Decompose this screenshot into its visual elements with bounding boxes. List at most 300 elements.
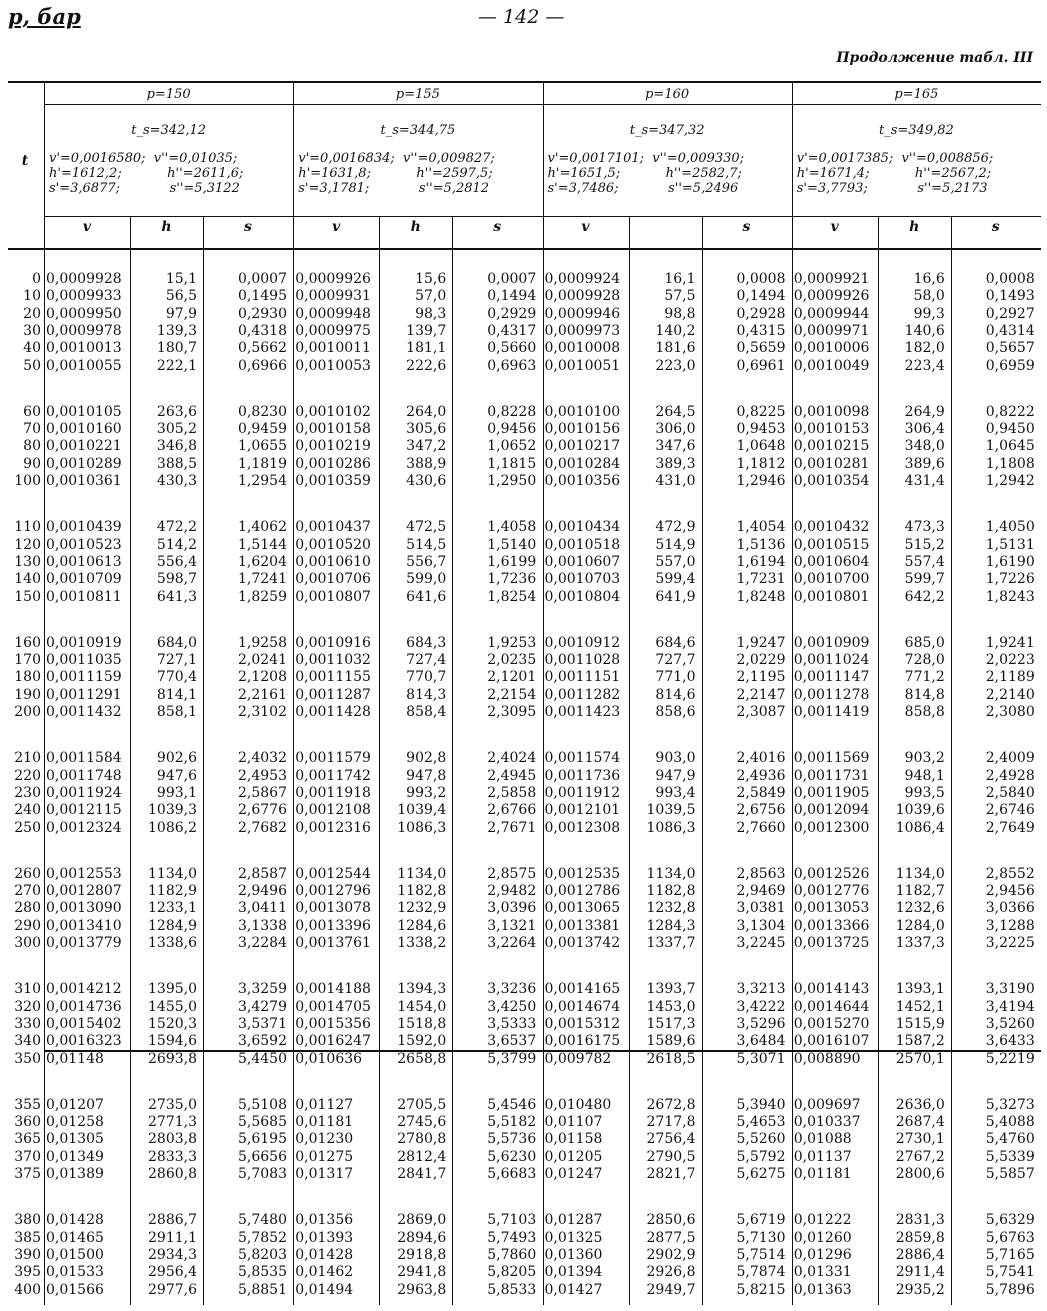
specific-volume-cell: 0,0010912 [544,634,621,651]
enthalpy-cell: 2859,8 [895,1229,945,1246]
enthalpy-cell: 140,2 [655,322,696,339]
entropy-cell: 1,2946 [736,473,786,489]
specific-volume-cell: 0,0016247 [295,1033,371,1050]
enthalpy-cell: 514,5 [406,536,447,553]
enthalpy-cell: 2941,8 [397,1264,447,1281]
entropy-cell: 1,0652 [487,438,537,455]
enthalpy-cell: 2735,0 [148,1096,197,1113]
entropy-cell: 2,9496 [238,883,287,900]
saturation-line: h'=1612,2; h''=2611,6; [49,166,244,181]
specific-volume-cell: 0,01349 [46,1148,104,1165]
specific-volume-cell: 0,0012108 [295,802,371,819]
specific-volume-cell: 0,0010361 [46,473,122,489]
enthalpy-cell: 1039,6 [895,802,945,819]
temperature-cell: 150 [14,588,41,605]
enthalpy-cell: 947,6 [156,767,197,784]
specific-volume-cell: 0,0012544 [295,865,371,882]
specific-volume-cell: 0,01127 [295,1096,354,1113]
entropy-cell: 2,6746 [985,802,1035,819]
specific-volume-cell: 0,0010434 [544,519,621,536]
temperature-cell: 70 [23,421,41,438]
entropy-cell: 5,5339 [985,1148,1035,1165]
entropy-cell: 2,3102 [238,704,287,720]
entropy-cell: 5,5182 [487,1114,537,1131]
entropy-cell: 2,3095 [487,704,537,720]
entropy-cell: 1,6199 [487,553,537,570]
temperature-cell: 380 [14,1212,41,1229]
enthalpy-cell: 993,1 [156,784,197,801]
entropy-cell: 0,1493 [985,288,1035,305]
specific-volume-cell: 0,0014736 [46,998,122,1015]
entropy-cell: 2,2161 [238,686,287,703]
entropy-cell: 0,8228 [487,403,537,420]
entropy-cell: 0,2930 [238,305,287,322]
specific-volume-cell: 0,01260 [793,1229,852,1246]
specific-volume-cell: 0,01394 [544,1264,603,1281]
enthalpy-cell: 1337,7 [646,935,696,951]
enthalpy-cell: 2636,0 [895,1096,945,1113]
enthalpy-cell: 98,8 [664,305,696,322]
specific-volume-cell: 0,0009973 [544,322,621,339]
continuation-label: Продолжение табл. III [836,50,1033,66]
enthalpy-cell: 814,8 [904,686,945,703]
enthalpy-cell: 1518,8 [397,1015,447,1032]
specific-volume-cell: 0,01389 [46,1166,104,1182]
entropy-cell: 1,1815 [487,455,537,472]
specific-volume-cell: 0,009697 [793,1096,861,1113]
entropy-cell: 3,3190 [985,981,1035,998]
entropy-cell: 0,9456 [487,421,537,438]
enthalpy-cell: 15,1 [165,271,197,287]
saturation-line: h'=1631,8; h''=2597,5; [298,166,493,181]
t-column-header: t [21,153,29,169]
steam-table [8,81,1041,1305]
saturation-properties [548,151,789,196]
enthalpy-cell: 1182,7 [895,883,945,900]
enthalpy-cell: 2926,8 [646,1264,696,1281]
enthalpy-cell: 684,3 [406,634,447,651]
entropy-cell: 5,3940 [736,1096,786,1113]
enthalpy-cell: 1394,3 [397,981,447,998]
temperature-cell: 190 [14,686,41,703]
specific-volume-cell: 0,0010013 [46,340,122,357]
enthalpy-cell: 2869,0 [397,1212,447,1229]
entropy-cell: 5,6195 [238,1131,287,1148]
entropy-cell: 5,7896 [985,1281,1035,1298]
entropy-cell: 1,4058 [487,519,537,536]
enthalpy-cell: 858,6 [655,704,696,720]
enthalpy-cell: 2800,6 [895,1166,945,1182]
enthalpy-cell: 346,8 [156,438,197,455]
specific-volume-cell: 0,01363 [793,1281,852,1298]
specific-volume-cell: 0,0009978 [46,322,122,339]
temperature-cell: 395 [14,1264,41,1281]
enthalpy-cell: 1589,6 [646,1033,696,1050]
entropy-cell: 3,2284 [238,935,287,951]
temperature-cell: 120 [14,536,41,553]
entropy-cell: 3,0396 [487,900,537,917]
entropy-cell: 3,1338 [238,917,287,934]
specific-volume-cell: 0,010636 [295,1050,363,1067]
specific-volume-cell: 0,0011736 [544,767,621,784]
entropy-cell: 5,7480 [238,1212,287,1229]
entropy-cell: 2,0229 [736,652,786,669]
entropy-cell: 3,6537 [487,1033,537,1050]
specific-volume-cell: 0,0013053 [793,900,870,917]
temperature-cell: 300 [14,935,41,951]
enthalpy-cell: 684,0 [156,634,197,651]
enthalpy-cell: 305,2 [156,421,197,438]
enthalpy-cell: 858,8 [904,704,945,720]
enthalpy-cell: 727,7 [655,652,696,669]
entropy-cell: 0,9450 [985,421,1035,438]
specific-volume-cell: 0,0010356 [544,473,621,489]
entropy-cell: 5,5108 [238,1096,287,1113]
specific-volume-cell: 0,0010520 [295,536,371,553]
temperature-cell: 240 [14,802,41,819]
entropy-cell: 5,8851 [238,1281,287,1298]
entropy-cell: 2,5840 [985,784,1035,801]
specific-volume-cell: 0,0011035 [46,652,122,669]
enthalpy-cell: 389,6 [904,455,945,472]
specific-volume-cell: 0,0011918 [295,784,371,801]
temperature-cell: 320 [14,998,41,1015]
entropy-cell: 2,2154 [487,686,537,703]
entropy-cell: 2,9482 [487,883,537,900]
specific-volume-cell: 0,0010006 [793,340,870,357]
page-number: — 142 — [478,6,565,28]
entropy-cell: 1,4050 [985,519,1035,536]
enthalpy-cell: 16,1 [664,271,696,287]
specific-volume-cell: 0,0011028 [544,652,621,669]
entropy-cell: 2,1208 [238,669,287,686]
saturation-line: v'=0,0017385; v''=0,008856; [796,151,994,166]
specific-volume-cell: 0,010337 [793,1114,861,1131]
enthalpy-cell: 599,0 [406,571,447,588]
specific-volume-cell: 0,0010613 [46,553,122,570]
entropy-cell: 3,5371 [238,1015,287,1032]
entropy-cell: 3,1304 [736,917,786,934]
entropy-cell: 1,1819 [238,455,287,472]
enthalpy-cell: 1134,0 [895,865,945,882]
specific-volume-cell: 0,0016323 [46,1033,122,1050]
specific-volume-cell: 0,0011748 [46,767,122,784]
column-header-v: v [581,219,590,235]
entropy-cell: 5,7541 [985,1264,1035,1281]
entropy-cell: 0,0007 [238,271,287,287]
entropy-cell: 3,0381 [736,900,786,917]
entropy-cell: 1,4062 [238,519,287,536]
specific-volume-cell: 0,01258 [46,1114,104,1131]
specific-volume-cell: 0,0012308 [544,819,621,836]
enthalpy-cell: 1134,0 [148,865,197,882]
column-header-s: s [244,219,252,235]
enthalpy-cell: 1086,2 [148,819,197,836]
enthalpy-cell: 430,3 [156,473,197,489]
specific-volume-cell: 0,0012101 [544,802,621,819]
specific-volume-cell: 0,0010439 [46,519,122,536]
specific-volume-cell: 0,0012300 [793,819,870,836]
enthalpy-cell: 858,1 [156,704,197,720]
enthalpy-cell: 2618,5 [646,1050,696,1067]
entropy-cell: 3,6433 [985,1033,1035,1050]
entropy-cell: 1,0645 [985,438,1035,455]
column-header-h: h [161,219,172,235]
entropy-cell: 3,2225 [985,935,1035,951]
enthalpy-cell: 2780,8 [397,1131,447,1148]
divider-block-1 [293,81,294,1305]
entropy-cell: 0,2929 [487,305,537,322]
specific-volume-cell: 0,0013396 [295,917,371,934]
specific-volume-cell: 0,0014165 [544,981,621,998]
entropy-cell: 0,5662 [238,340,287,357]
entropy-cell: 3,6592 [238,1033,287,1050]
entropy-cell: 1,8243 [985,588,1035,605]
entropy-cell: 5,7130 [736,1229,786,1246]
specific-volume-cell: 0,0011423 [544,704,621,720]
specific-volume-cell: 0,0011287 [295,686,371,703]
specific-volume-cell: 0,0011419 [793,704,870,720]
entropy-cell: 2,4016 [736,750,786,767]
enthalpy-cell: 58,0 [913,288,945,305]
entropy-cell: 0,0007 [487,271,537,287]
specific-volume-cell: 0,0010518 [544,536,621,553]
enthalpy-cell: 264,0 [406,403,447,420]
entropy-cell: 3,3259 [238,981,287,998]
entropy-cell: 3,3213 [736,981,786,998]
enthalpy-cell: 2886,4 [895,1246,945,1263]
enthalpy-cell: 2860,8 [148,1166,197,1182]
specific-volume-cell: 0,008890 [793,1050,861,1067]
enthalpy-cell: 902,8 [406,750,447,767]
specific-volume-cell: 0,01247 [544,1166,603,1182]
specific-volume-cell: 0,01356 [295,1212,354,1229]
entropy-cell: 5,6230 [487,1148,537,1165]
specific-volume-cell: 0,01296 [793,1246,852,1263]
specific-volume-cell: 0,0010354 [793,473,870,489]
enthalpy-cell: 2756,4 [646,1131,696,1148]
specific-volume-cell: 0,0013725 [793,935,870,951]
enthalpy-cell: 641,9 [655,588,696,605]
enthalpy-cell: 1182,8 [397,883,447,900]
specific-volume-cell: 0,0011278 [793,686,870,703]
specific-volume-cell: 0,0014143 [793,981,870,998]
enthalpy-cell: 947,9 [655,767,696,784]
specific-volume-cell: 0,0013410 [46,917,122,934]
enthalpy-cell: 2717,8 [646,1114,696,1131]
entropy-cell: 2,6756 [736,802,786,819]
entropy-cell: 0,1495 [238,288,287,305]
specific-volume-cell: 0,0012776 [793,883,870,900]
specific-volume-cell: 0,0011731 [793,767,870,784]
column-header-h: h [410,219,421,235]
enthalpy-cell: 1284,0 [895,917,945,934]
entropy-cell: 3,2245 [736,935,786,951]
specific-volume-cell: 0,0011432 [46,704,122,720]
saturation-temp: t_s=344,75 [380,123,456,138]
enthalpy-cell: 1454,0 [397,998,447,1015]
specific-volume-cell: 0,01428 [295,1246,354,1263]
specific-volume-cell: 0,0011428 [295,704,371,720]
entropy-cell: 5,2219 [985,1050,1035,1067]
specific-volume-cell: 0,0011584 [46,750,122,767]
enthalpy-cell: 264,9 [904,403,945,420]
entropy-cell: 0,6959 [985,357,1035,374]
entropy-cell: 2,7682 [238,819,287,836]
specific-volume-cell: 0,01360 [544,1246,603,1263]
entropy-cell: 3,4194 [985,998,1035,1015]
enthalpy-cell: 1039,3 [148,802,197,819]
entropy-cell: 0,0008 [736,271,786,287]
specific-volume-cell: 0,0013779 [46,935,122,951]
enthalpy-cell: 1395,0 [148,981,197,998]
specific-volume-cell: 0,009782 [544,1050,612,1067]
entropy-cell: 1,7226 [985,571,1035,588]
enthalpy-cell: 347,6 [655,438,696,455]
entropy-cell: 2,7649 [985,819,1035,836]
entropy-cell: 0,9459 [238,421,287,438]
enthalpy-cell: 98,3 [415,305,447,322]
saturation-properties [49,151,290,196]
entropy-cell: 2,3080 [985,704,1035,720]
entropy-cell: 1,4054 [736,519,786,536]
specific-volume-cell: 0,0014212 [46,981,122,998]
temperature-cell: 250 [14,819,41,836]
specific-volume-cell: 0,0010156 [544,421,621,438]
saturation-temp: t_s=342,12 [131,123,207,138]
specific-volume-cell: 0,0013381 [544,917,621,934]
enthalpy-cell: 2894,6 [397,1229,447,1246]
specific-volume-cell: 0,01325 [544,1229,603,1246]
entropy-cell: 2,4953 [238,767,287,784]
specific-volume-cell: 0,0011569 [793,750,870,767]
entropy-cell: 5,8215 [736,1281,786,1298]
temperature-cell: 365 [14,1131,41,1148]
entropy-cell: 5,6683 [487,1166,537,1182]
entropy-cell: 2,8575 [487,865,537,882]
enthalpy-cell: 57,0 [415,288,447,305]
entropy-cell: 0,6966 [238,357,287,374]
entropy-cell: 3,6484 [736,1033,786,1050]
specific-volume-cell: 0,0011159 [46,669,122,686]
enthalpy-cell: 1515,9 [895,1015,945,1032]
enthalpy-cell: 858,4 [406,704,447,720]
specific-volume-cell: 0,0010049 [793,357,870,374]
entropy-cell: 2,5849 [736,784,786,801]
entropy-cell: 0,4317 [487,322,537,339]
specific-volume-cell: 0,01207 [46,1096,104,1113]
entropy-cell: 5,6763 [985,1229,1035,1246]
entropy-cell: 2,9469 [736,883,786,900]
specific-volume-cell: 0,0010801 [793,588,870,605]
temperature-cell: 360 [14,1114,41,1131]
specific-volume-cell: 0,01181 [295,1114,354,1131]
enthalpy-cell: 557,4 [904,553,945,570]
enthalpy-cell: 2918,8 [397,1246,447,1263]
temperature-cell: 330 [14,1015,41,1032]
entropy-cell: 5,4760 [985,1131,1035,1148]
specific-volume-cell: 0,01331 [793,1264,852,1281]
temperature-cell: 310 [14,981,41,998]
entropy-cell: 0,1494 [736,288,786,305]
column-header-s: s [991,219,1000,235]
enthalpy-cell: 139,7 [406,322,447,339]
entropy-cell: 5,6275 [736,1166,786,1182]
entropy-cell: 1,8254 [487,588,537,605]
specific-volume-cell: 0,01533 [46,1264,104,1281]
temperature-cell: 160 [14,634,41,651]
specific-volume-cell: 0,010480 [544,1096,612,1113]
specific-volume-cell: 0,0011742 [295,767,371,784]
enthalpy-cell: 1338,2 [397,935,447,951]
enthalpy-cell: 641,6 [406,588,447,605]
saturation-temp: t_s=349,82 [878,123,954,138]
enthalpy-cell: 1517,3 [646,1015,696,1032]
entropy-cell: 5,4450 [238,1050,287,1067]
specific-volume-cell: 0,0012094 [793,802,870,819]
temperature-cell: 230 [14,784,41,801]
entropy-cell: 1,2942 [985,473,1035,489]
specific-volume-cell: 0,0010706 [295,571,371,588]
specific-volume-cell: 0,0010153 [793,421,870,438]
specific-volume-cell: 0,0012807 [46,883,122,900]
entropy-cell: 0,9453 [736,421,786,438]
specific-volume-cell: 0,01205 [544,1148,603,1165]
enthalpy-cell: 97,9 [165,305,197,322]
enthalpy-cell: 2570,1 [895,1050,945,1067]
specific-volume-cell: 0,01500 [46,1246,104,1263]
enthalpy-cell: 388,5 [156,455,197,472]
specific-volume-cell: 0,0013742 [544,935,621,951]
specific-volume-cell: 0,0010053 [295,357,371,374]
entropy-cell: 0,1494 [487,288,537,305]
entropy-cell: 3,5260 [985,1015,1035,1032]
specific-volume-cell: 0,0014644 [793,998,870,1015]
enthalpy-cell: 223,0 [655,357,696,374]
entropy-cell: 2,0235 [487,652,537,669]
enthalpy-cell: 993,2 [406,784,447,801]
enthalpy-cell: 222,1 [156,357,197,374]
enthalpy-cell: 2956,4 [148,1264,197,1281]
column-header-v: v [82,219,92,235]
entropy-cell: 5,5685 [238,1114,287,1131]
entropy-cell: 1,7241 [238,571,287,588]
enthalpy-cell: 472,2 [156,519,197,536]
enthalpy-cell: 2977,6 [148,1281,197,1298]
enthalpy-cell: 727,1 [156,652,197,669]
enthalpy-cell: 2833,3 [148,1148,197,1165]
specific-volume-cell: 0,0016175 [544,1033,621,1050]
specific-volume-cell: 0,01427 [544,1281,603,1298]
entropy-cell: 5,7103 [487,1212,537,1229]
specific-volume-cell: 0,0014705 [295,998,371,1015]
entropy-cell: 3,4279 [238,998,287,1015]
enthalpy-cell: 2821,7 [646,1166,696,1182]
enthalpy-cell: 1455,0 [148,998,197,1015]
entropy-cell: 3,1321 [487,917,537,934]
saturation-line: v'=0,0017101; v''=0,009330; [547,151,745,166]
entropy-cell: 5,7493 [487,1229,537,1246]
specific-volume-cell: 0,0011282 [544,686,621,703]
entropy-cell: 1,8248 [736,588,786,605]
entropy-cell: 1,5140 [487,536,537,553]
entropy-cell: 5,6656 [238,1148,287,1165]
enthalpy-cell: 1232,6 [895,900,945,917]
enthalpy-cell: 1086,3 [646,819,696,836]
enthalpy-cell: 1086,3 [397,819,447,836]
specific-volume-cell: 0,0010105 [46,403,122,420]
enthalpy-cell: 99,3 [913,305,945,322]
